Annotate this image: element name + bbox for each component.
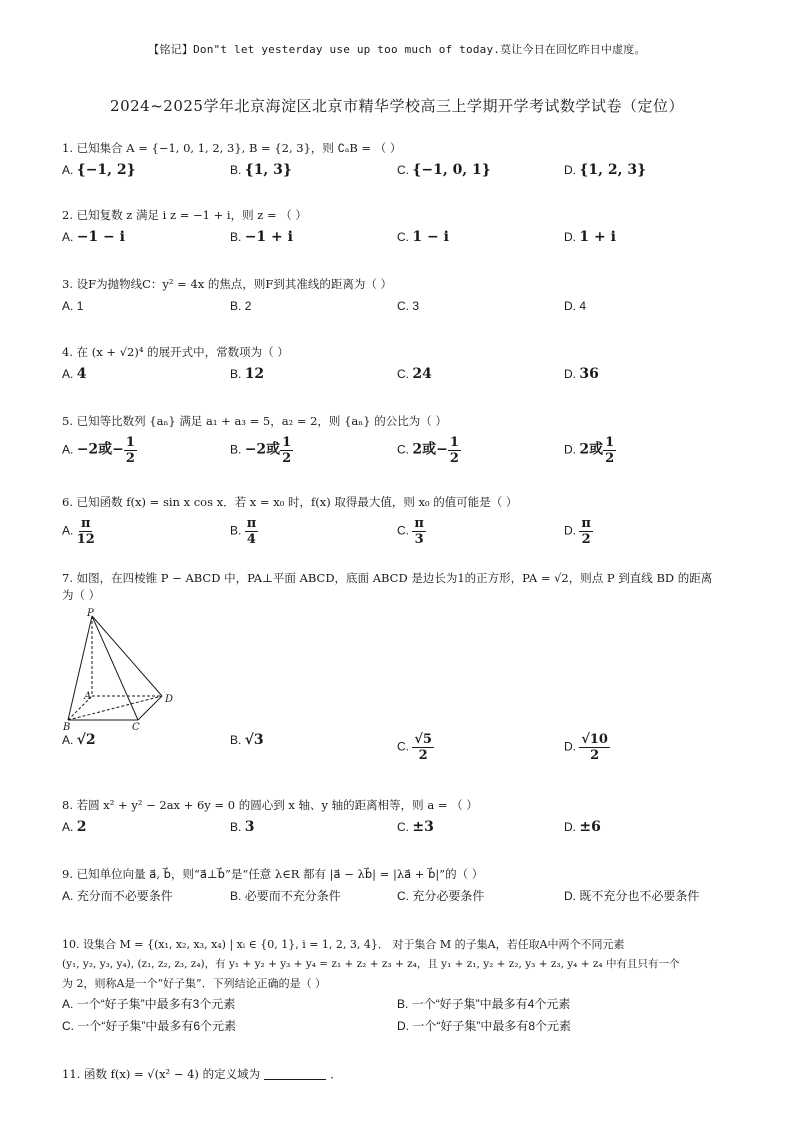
question-stem-line-2: (y₁, y₂, y₃, y₄), (z₁, z₂, z₃, z₄)，有 y₁ + y₂ + y₃ + y₄ = z₁ + z₂ + z₃ + z₄，且 y₁ + z₁, y₂ + z₂, y₃ + z₃, y₄ + z₄ 中有且只有一个 (62, 958, 680, 970)
pyramid-figure (60, 608, 190, 732)
question-2 (62, 207, 742, 249)
question-3 (62, 276, 742, 318)
option-a[interactable]: A. −2或− $\frac{1}{2}$ (62, 435, 135, 466)
option-d[interactable]: D. 既不充分也不必要条件 (564, 889, 700, 903)
question-stem-line-3: 为 2，则称A是一个“好子集”．下列结论正确的是（ ） (62, 977, 327, 990)
option-b[interactable]: B. 必要而不充分条件 (230, 889, 341, 903)
option-b[interactable]: B. {1, 3} (230, 162, 292, 178)
option-b[interactable]: B. √3 (230, 732, 264, 748)
option-a[interactable]: A. $\frac{\pi}{12}$ (62, 516, 95, 547)
edge-cd (138, 696, 162, 720)
question-1 (62, 140, 742, 182)
question-5 (62, 413, 742, 469)
label-p: P (87, 608, 94, 619)
question-stem: 9. 已知单位向量 a⃗, b⃗，则“a⃗⊥b⃗”是“任意 λ∈R 都有 |a⃗ − λb⃗| = |λa⃗ + b⃗|”的（ ） (62, 867, 484, 881)
motto-prefix: 【铭记】 (148, 43, 194, 56)
motto-english: Don"t let yesterday use up too much of today. (193, 43, 501, 56)
option-c[interactable]: C. 充分必要条件 (397, 889, 485, 903)
option-b[interactable]: B. 一个“好子集”中最多有4个元素 (397, 997, 571, 1011)
options-row (62, 732, 742, 768)
question-stem-end: ． (330, 1067, 342, 1081)
option-c[interactable]: C. ±3 (397, 819, 434, 835)
edge-pd (92, 616, 162, 696)
option-a[interactable]: A. −1 − i (62, 229, 125, 245)
question-stem: 4. 在 (x + √2)⁴ 的展开式中，常数项为（ ） (62, 345, 289, 359)
question-stem: 6. 已知函数 f(x) = sin x cos x．若 x = x₀ 时，f(x) 取得最大值，则 x₀ 的值可能是（ ） (62, 495, 518, 509)
option-c[interactable]: C. 2或− $\frac{1}{2}$ (397, 435, 459, 466)
options-row (62, 516, 742, 550)
question-10 (62, 936, 742, 1036)
question-stem-line-1: 7. 如图，在四棱锥 P − ABCD 中，PA⊥平面 ABCD，底面 ABCD 是边长为1的正方形，PA = √2，则点 P 到直线 BD 的距离 (62, 571, 713, 585)
options-row (62, 366, 742, 386)
edge-pb (68, 616, 92, 720)
question-7 (62, 570, 742, 604)
options-row (62, 819, 742, 839)
option-d[interactable]: D. 36 (564, 366, 599, 382)
question-8 (62, 797, 742, 839)
option-c[interactable]: C. $\frac{√5}{2}$ (397, 732, 432, 763)
label-d: D (165, 694, 174, 705)
options-row (62, 162, 742, 182)
option-a[interactable]: A. {−1, 2} (62, 162, 136, 178)
options-row (62, 888, 742, 908)
option-a[interactable]: A. 4 (62, 366, 87, 382)
motto-banner (0, 41, 794, 57)
option-d[interactable]: D. 1 + i (564, 229, 616, 245)
option-b[interactable]: B. −2或 $\frac{1}{2}$ (230, 435, 292, 466)
option-a[interactable]: A. 充分而不必要条件 (62, 889, 173, 903)
option-a[interactable]: A. 2 (62, 819, 87, 835)
answer-blank[interactable] (264, 1079, 326, 1080)
question-stem: 3. 设F为抛物线C：y² = 4x 的焦点，则F到其准线的距离为（ ） (62, 277, 393, 291)
option-d[interactable]: D. ±6 (564, 819, 601, 835)
question-stem: 1. 已知集合 A = {−1, 0, 1, 2, 3}, B = {2, 3}，则 ∁ₐB = （ ） (62, 141, 402, 155)
label-b: B (63, 722, 71, 732)
option-d[interactable]: D. 一个“好子集”中最多有8个元素 (397, 1019, 572, 1033)
option-d[interactable]: D. $\frac{\pi}{2}$ (564, 516, 591, 547)
option-b[interactable]: B. 12 (230, 366, 265, 382)
question-stem-line-1: 10. 设集合 M = {(x₁, x₂, x₃, x₄) | xᵢ ∈ {0, 1}, i = 1, 2, 3, 4}． 对于集合 M 的子集A，若任取A中两个不同元素 (62, 938, 625, 951)
options-row-2 (62, 1018, 742, 1036)
label-c: C (132, 722, 140, 732)
question-stem: 8. 若圆 x² + y² − 2ax + 6y = 0 的圆心到 x 轴、y 轴的距离相等，则 a = （ ） (62, 798, 478, 812)
question-stem: 5. 已知等比数列 {aₙ} 满足 a₁ + a₃ = 5，a₂ = 2，则 {aₙ} 的公比为（ ） (62, 414, 447, 428)
options-row (62, 298, 742, 318)
question-11 (62, 1066, 742, 1083)
option-a[interactable]: A. 一个“好子集”中最多有3个元素 (62, 997, 236, 1011)
question-stem (62, 1066, 742, 1083)
option-d[interactable]: D. 2或 $\frac{1}{2}$ (564, 435, 615, 466)
edge-pc (92, 616, 138, 720)
question-7-options (62, 732, 742, 768)
option-b[interactable]: B. 2 (230, 299, 252, 313)
option-c[interactable]: C. 24 (397, 366, 432, 382)
options-row (62, 435, 742, 469)
question-stem: 2. 已知复数 z 满足 i z = −1 + i，则 z = （ ） (62, 208, 307, 222)
option-b[interactable]: B. 3 (230, 819, 255, 835)
option-b[interactable]: B. $\frac{\pi}{4}$ (230, 516, 257, 547)
option-c[interactable]: C. 1 − i (397, 229, 449, 245)
options-row (62, 229, 742, 249)
question-stem-line-2: 为（ ） (62, 588, 101, 602)
option-a[interactable]: A. 1 (62, 299, 84, 313)
options-row-1 (62, 996, 742, 1014)
edge-bd (68, 696, 162, 720)
option-c[interactable]: C. {−1, 0, 1} (397, 162, 491, 178)
option-d[interactable]: D. {1, 2, 3} (564, 162, 647, 178)
option-d[interactable]: D. $\frac{√10}{2}$ (564, 732, 608, 763)
option-d[interactable]: D. 4 (564, 299, 587, 313)
option-c[interactable]: C. $\frac{\pi}{3}$ (397, 516, 424, 547)
question-stem-text: 11. 函数 f(x) = √(x² − 4) 的定义域为 (62, 1067, 261, 1081)
question-4 (62, 344, 742, 386)
motto-chinese: 莫让今日在回忆昨日中虚度。 (500, 43, 646, 56)
question-9 (62, 866, 742, 908)
option-c[interactable]: C. 一个“好子集”中最多有6个元素 (62, 1019, 237, 1033)
option-b[interactable]: B. −1 + i (230, 229, 293, 245)
question-6 (62, 494, 742, 550)
label-a: A (84, 691, 92, 702)
exam-title: 2024~2025学年北京海淀区北京市精华学校高三上学期开学考试数学试卷（定位） (110, 97, 684, 115)
option-c[interactable]: C. 3 (397, 299, 420, 313)
option-a[interactable]: A. √2 (62, 732, 96, 748)
